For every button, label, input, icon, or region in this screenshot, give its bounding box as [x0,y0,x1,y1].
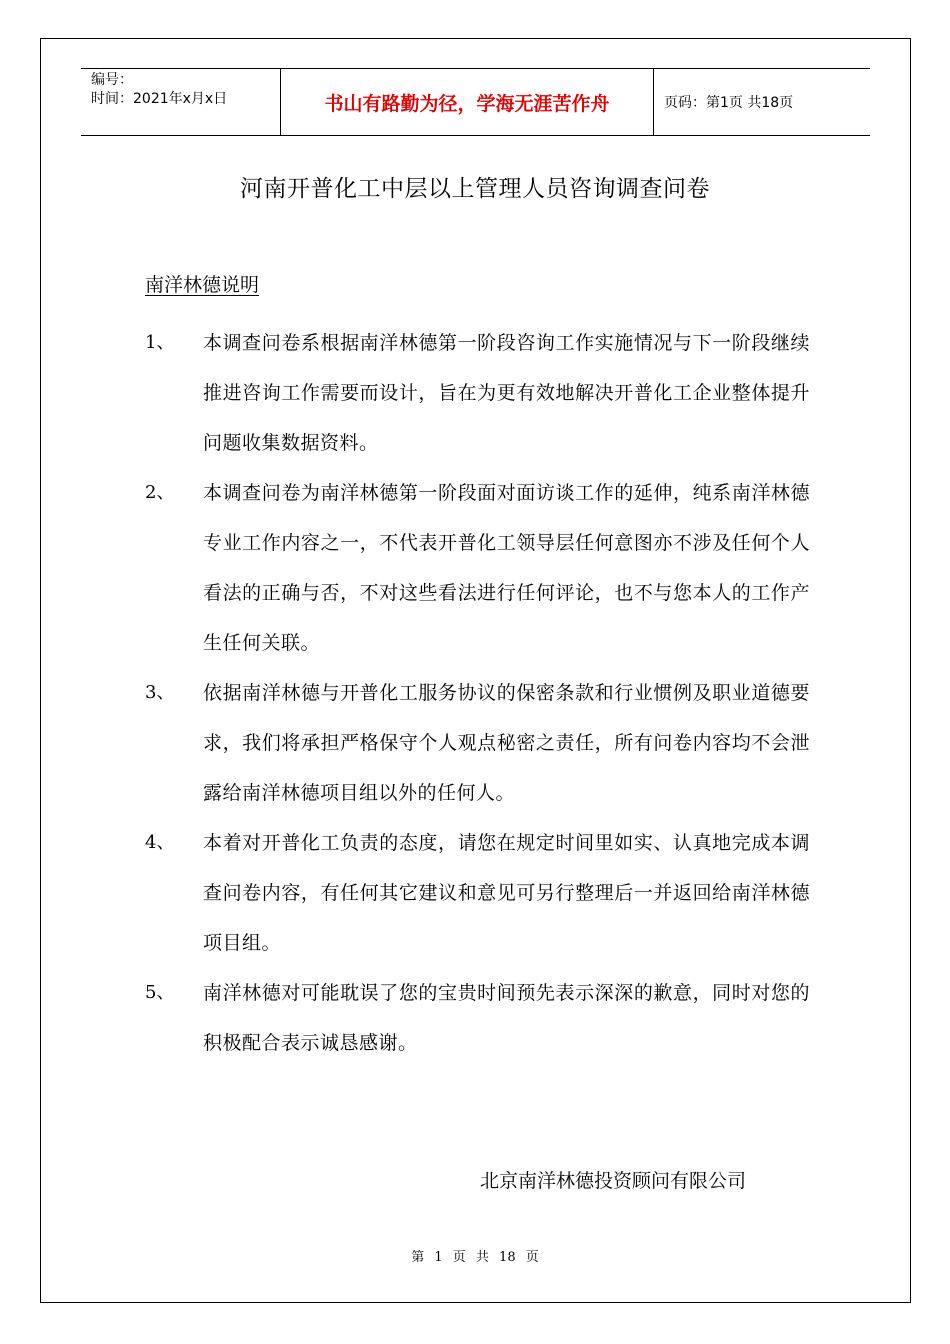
page-info: 页码：第1页 共18页 [664,95,794,111]
company-signature: 北京南洋林德投资顾问有限公司 [480,1170,747,1192]
number-label: 编号： [91,72,133,88]
numbered-list [145,318,810,1068]
list-item [145,468,810,668]
item-text: 本着对开普化工负责的态度，请您在规定时间里如实、认真地完成本调查问卷内容，有任何其它建议和意见可另行整理后一并返回给南洋林德项目组。 [203,832,810,954]
item-text: 南洋林德对可能耽误了您的宝贵时间预先表示深深的歉意，同时对您的积极配合表示诚恳感谢。 [203,982,810,1054]
item-number: 1、 [145,332,175,353]
motto: 书山有路勤为径，学海无涯苦作舟 [281,69,654,135]
item-number: 2、 [145,482,175,503]
item-number: 3、 [145,682,175,703]
document-header [81,68,870,136]
document-title: 河南开普化工中层以上管理人员咨询调查问卷 [240,176,710,202]
header-meta [81,69,281,135]
item-text: 本调查问卷系根据南洋林德第一阶段咨询工作实施情况与下一阶段继续推进咨询工作需要而设计，旨在为更有效地解决开普化工企业整体提升问题收集数据资料。 [203,332,810,454]
section-heading: 南洋林德说明 [145,274,260,296]
item-number: 5、 [145,982,175,1003]
list-item [145,968,810,1068]
list-item [145,668,810,818]
list-item [145,818,810,968]
item-text: 本调查问卷为南洋林德第一阶段面对面访谈工作的延伸，纯系南洋林德专业工作内容之一，不代表开普化工领导层任何意图亦不涉及任何个人看法的正确与否，不对这些看法进行任何评论，也不与您本人的工作产生任何关联。 [203,482,810,654]
item-text: 依据南洋林德与开普化工服务协议的保密条款和行业惯例及职业道德要求，我们将承担严格保守个人观点秘密之责任，所有问卷内容均不会泄露给南洋林德项目组以外的任何人。 [203,682,810,804]
list-item [145,318,810,468]
time-label: 时间：2021年x月x日 [91,91,228,107]
item-number: 4、 [145,832,175,853]
page-footer: 第 1 页 共 18 页 [411,1250,539,1265]
